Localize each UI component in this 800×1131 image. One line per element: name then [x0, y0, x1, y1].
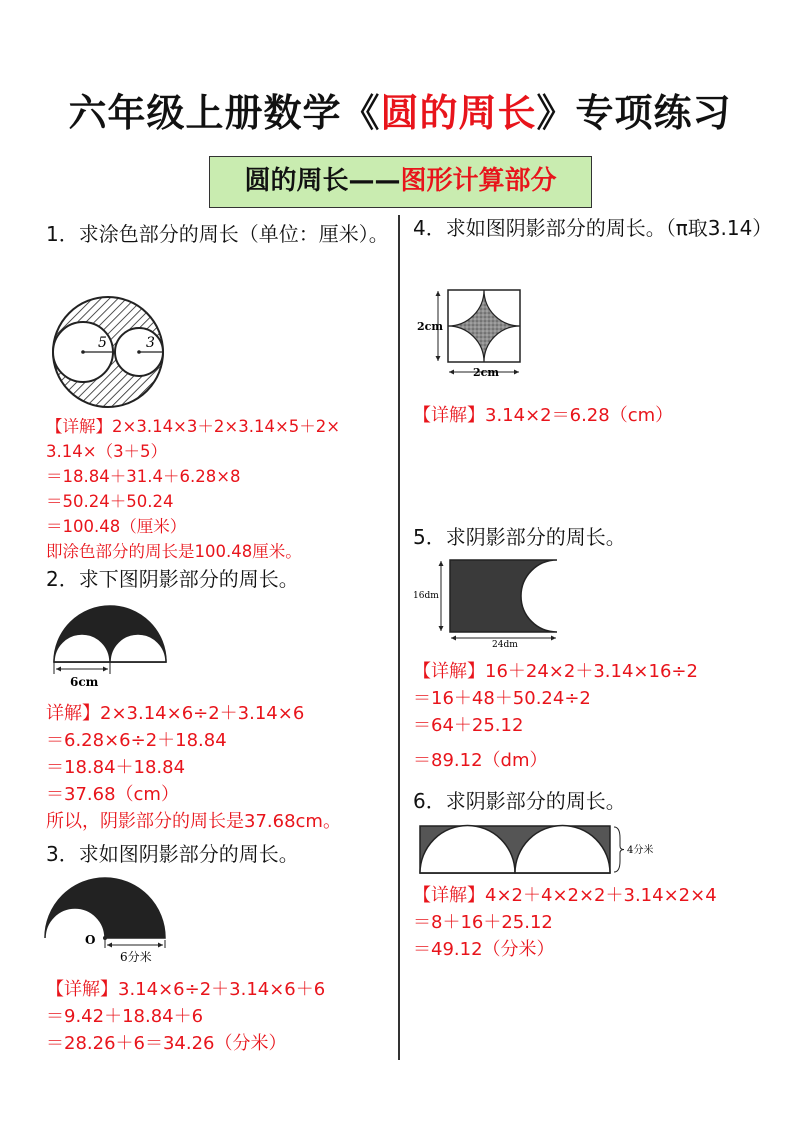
q5-answer-line: ＝64＋25.12 [413, 715, 524, 736]
q1-answer-line: ＝50.24＋50.24 [46, 492, 174, 511]
title-part-2: 》专项练习 [536, 91, 732, 135]
q2-answer-line: ＝37.68（cm） [46, 784, 179, 805]
q1-answer-line: 即涂色部分的周长是100.48厘米。 [46, 542, 302, 561]
subtitle-part-1: 圆的周长—— [244, 166, 401, 196]
q3-answer-line: 【详解】3.14×6÷2＋3.14×6＋6 [46, 979, 326, 1000]
q1-radius-small-label: 3 [146, 335, 155, 351]
q4-question: 4．求如图阴影部分的周长。（π取3.14） [413, 216, 773, 240]
q1-answer [46, 414, 340, 564]
q5-answer [413, 658, 698, 774]
q1-answer-line: 3.14×（3＋5） [46, 442, 168, 461]
q1-radius-big-label: 5 [98, 335, 107, 351]
q2-diameter-label: 6cm [70, 675, 99, 689]
q5-side-label: 16dm [413, 591, 439, 601]
q6-question: 6．求阴影部分的周长。 [413, 789, 626, 813]
q5-answer-line: 【详解】16＋24×2＋3.14×16÷2 [413, 661, 698, 682]
q5-question: 5．求阴影部分的周长。 [413, 525, 626, 549]
q6-answer-line: ＝49.12（分米） [413, 939, 555, 960]
q4-bottom-label: 2cm [473, 366, 499, 379]
section-subtitle [209, 156, 592, 208]
q3-answer-line: ＝28.26＋6＝34.26（分米） [46, 1033, 287, 1054]
q3-length-label: 6分米 [120, 950, 152, 964]
q2-answer [46, 700, 341, 835]
q3-center-label: O [85, 933, 96, 947]
q1-answer-line: ＝100.48（厘米） [46, 517, 187, 536]
q3-question: 3．求如图阴影部分的周长。 [46, 842, 299, 866]
q6-height-label: 4分米 [627, 845, 654, 856]
q2-question: 2．求下图阴影部分的周长。 [46, 567, 299, 591]
q3-answer-line: ＝9.42＋18.84＋6 [46, 1006, 204, 1027]
q1-answer-line: 【详解】2×3.14×3＋2×3.14×5＋2× [46, 417, 341, 436]
q1-answer-line: ＝18.84＋31.4＋6.28×8 [46, 467, 241, 486]
column-divider [398, 215, 400, 1060]
q2-answer-line: ＝18.84＋18.84 [46, 757, 186, 778]
q4-figure [416, 288, 531, 388]
page-title [0, 82, 800, 137]
q4-answer [413, 402, 673, 429]
q2-answer-line: 详解】2×3.14×6÷2＋3.14×6 [46, 703, 305, 724]
title-highlight: 圆的周长 [380, 91, 537, 135]
q3-figure [40, 878, 180, 968]
q5-figure [412, 558, 572, 653]
q2-answer-line: ＝6.28×6÷2＋18.84 [46, 730, 227, 751]
q5-bottom-label: 24dm [492, 640, 518, 650]
title-part-1: 六年级上册数学《 [68, 91, 381, 135]
q6-answer-line: ＝8＋16＋25.12 [413, 912, 553, 933]
q6-answer [413, 882, 717, 963]
q6-figure [418, 824, 678, 879]
q4-answer-line: 【详解】3.14×2＝6.28（cm） [413, 405, 674, 426]
q2-answer-line: 所以，阴影部分的周长是37.68cm。 [46, 811, 341, 832]
q1-question: 1．求涂色部分的周长（单位：厘米）。 [46, 222, 389, 246]
q1-figure [48, 300, 178, 410]
q4-side-label: 2cm [417, 320, 443, 333]
q2-figure [52, 608, 172, 693]
q5-answer-line: ＝16＋48＋50.24÷2 [413, 688, 591, 709]
subtitle-highlight: 图形计算部分 [400, 166, 557, 196]
q5-answer-line: ＝89.12（dm） [413, 750, 548, 771]
q6-answer-line: 【详解】4×2＋4×2×2＋3.14×2×4 [413, 885, 717, 906]
q3-answer [46, 976, 325, 1057]
